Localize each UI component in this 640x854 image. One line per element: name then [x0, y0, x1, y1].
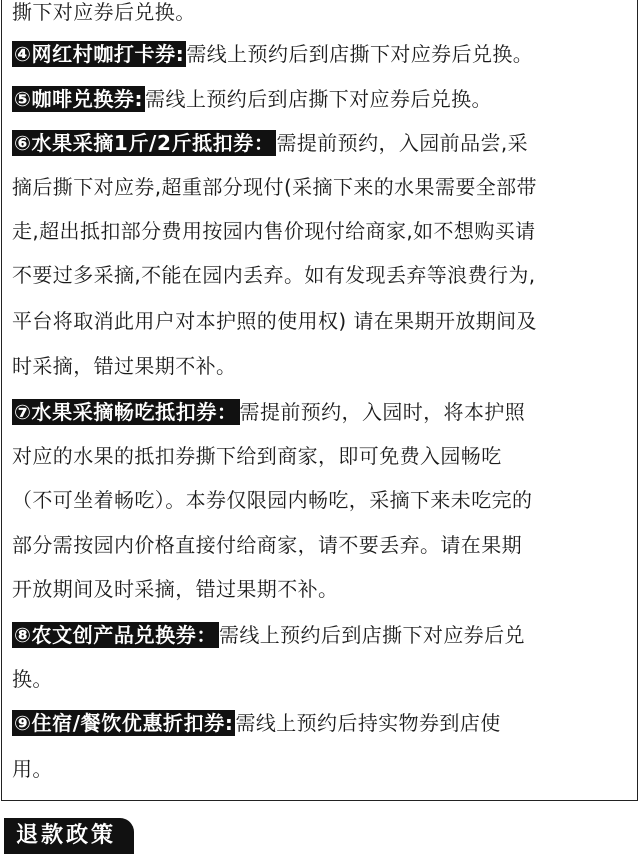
rule-text: 开放期间及时采摘，错过果期不补。: [12, 577, 339, 601]
rule-text: 需提前预约，入园时，将本护照: [239, 400, 526, 424]
rule-tag: ⑨住宿/餐饮优惠折扣券:: [14, 711, 234, 735]
rule-text: 需线上预约后到店撕下对应券后兑: [218, 623, 525, 647]
rule-text: 需线上预约后到店撕下对应券后兑换。: [145, 87, 492, 111]
rule-tag: ⑤咖啡兑换券:: [14, 87, 144, 111]
rule-text: 换。: [12, 667, 53, 691]
rule-text: 摘后撕下对应券,超重部分现付(采摘下来的水果需要全部带: [12, 175, 537, 199]
rule-text: 需提前预约，入园前品尝,采: [276, 131, 529, 155]
rule-text: 需线上预约后持实物券到店使: [235, 711, 501, 735]
rule-line: [12, 664, 630, 694]
rule-line: [12, 620, 630, 650]
rule-text: 用。: [12, 757, 53, 781]
rule-text: 对应的水果的抵扣券撕下给到商家，即可免费入园畅吃: [12, 444, 502, 468]
rule-text: （不可坐着畅吃）。本券仅限园内畅吃，采摘下来未吃完的: [12, 488, 533, 512]
rule-text: 时采摘，错过果期不补。: [12, 354, 237, 378]
rule-text: 需线上预约后到店撕下对应券后兑换。: [186, 42, 534, 66]
rule-line: [12, 84, 630, 114]
rule-tag: ⑦水果采摘畅吃抵扣券：: [14, 400, 238, 424]
rule-line: [12, 530, 630, 560]
rule-line: [12, 216, 630, 246]
rule-text: 走,超出抵扣部分费用按园内售价现付给商家,如不想购买请: [12, 219, 536, 243]
rule-text: 不要过多采摘,不能在园内丢弃。如有发现丢弃等浪费行为,: [12, 263, 536, 287]
rule-line: [12, 128, 630, 158]
rule-text: 撕下对应券后兑换。: [12, 0, 196, 24]
rule-line: [12, 260, 630, 290]
rule-line: [12, 754, 630, 784]
rule-line: [12, 574, 630, 604]
section-title-refund-policy: 退款政策: [4, 818, 134, 854]
rule-line: [12, 351, 630, 381]
rule-line: [12, 485, 630, 515]
rule-tag: ⑥水果采摘1斤/2斤抵扣券：: [14, 131, 275, 155]
rule-text: 部分需按园内价格直接付给商家，请不要丢弃。请在果期: [12, 533, 522, 557]
rule-line: [12, 397, 630, 427]
rule-line: [12, 0, 630, 27]
rule-line: [12, 441, 630, 471]
rule-line: [12, 172, 630, 202]
rule-line: [12, 306, 630, 336]
rule-tag: ⑧农文创产品兑换券：: [14, 623, 217, 647]
rule-line: [12, 708, 630, 738]
rule-text: 平台将取消此用户对本护照的使用权) 请在果期开放期间及: [12, 309, 537, 333]
rule-line: [12, 39, 630, 69]
rule-tag: ④网红村咖打卡券:: [14, 42, 185, 66]
